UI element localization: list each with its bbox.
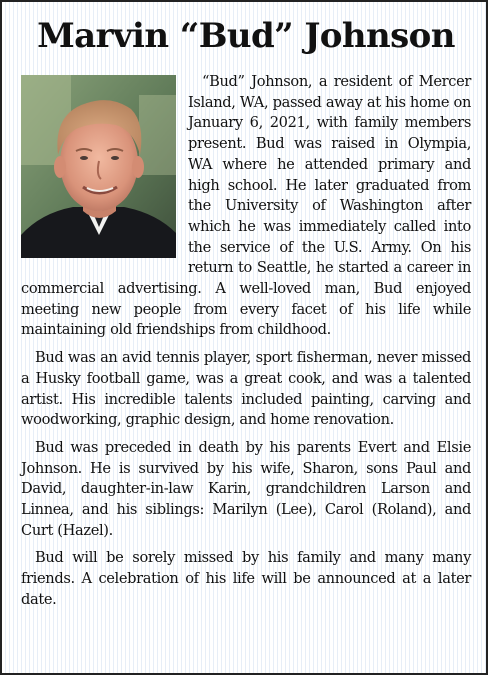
- paragraph-1: “Bud” Johnson, a resident of Mercer Island, WA, passed away at his home on January 6, 2021, with family members present. Bud was raised in Olympia, WA where he attended primary and high school. He later graduated from the University of Washington after which he was immediately called into the service of the U.S. Army. On his return to Seattle, he started a career in commercial advertising. A well-loved man, Bud enjoyed meeting new people from every facet of his life while maintaining old friendships from childhood.: [21, 73, 471, 339]
- paragraph-4: Bud will be sorely missed by his family and many many friends. A celebration of his life will be announced at a later date.: [21, 549, 471, 608]
- portrait-photo: [21, 75, 176, 258]
- obituary-title: Marvin “Bud” Johnson: [37, 16, 455, 56]
- portrait-image: [21, 75, 176, 258]
- obituary-body: [21, 72, 471, 618]
- paragraph-2: Bud was an avid tennis player, sport fisherman, never missed a Husky football game, was a great cook, and was a talented artist. His incredible talents included painting, carving and woodworking, graphic design, and home renovation.: [21, 349, 471, 429]
- paragraph-3: Bud was preceded in death by his parents Evert and Elsie Johnson. He is survived by his wife, Sharon, sons Paul and David, daughter-in-law Karin, grandchildren Larson and Linnea, and his siblings: Marilyn (Lee), Carol (Roland), and Curt (Hazel).: [21, 438, 471, 539]
